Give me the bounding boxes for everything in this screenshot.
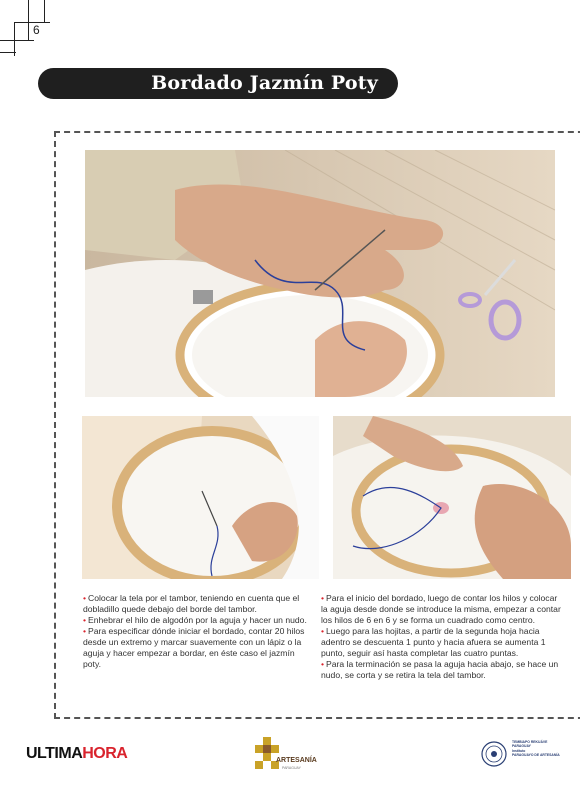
- instruction-item: • Para la terminación se pasa la aguja hacia abajo, se hace un nudo, se corta y se retira la tela del tambor.: [321, 659, 559, 680]
- photo-hoop-back: [82, 416, 319, 579]
- bullet-icon: •: [83, 615, 87, 625]
- title-banner: [38, 68, 398, 99]
- instruction-item: • Para el inicio del bordado, luego de contar los hilos y colocar la aguja desde donde se introduce la misma, empezar a contar los hilos de 6 en 6 y se forma un cuadrado como centro.: [321, 593, 561, 625]
- bullet-icon: •: [83, 626, 87, 636]
- instruction-item: • Colocar la tela por el tambor, teniendo en cuenta que el dobladillo quede debajo del borde del tambor.: [83, 593, 300, 614]
- page-title: Bordado Jazmín Poty: [151, 72, 378, 94]
- bullet-icon: •: [83, 593, 87, 603]
- instructions-left-column: [83, 593, 311, 670]
- page-number: 6: [33, 23, 40, 37]
- photo-threading-needle: [85, 150, 555, 397]
- government-text: TEMBIAPO REKUÁVE PARAGUAY Instituto PARAGUAYO DE ARTESANÍA: [512, 740, 560, 758]
- bullet-icon: •: [321, 626, 325, 636]
- bullet-icon: •: [321, 659, 325, 669]
- bullet-icon: •: [321, 593, 325, 603]
- artesania-sublabel: PARAGUAY: [282, 766, 301, 770]
- instruction-item: • Para especificar dónde iniciar el bordado, contar 20 hilos desde un extremo y marcar suavemente con un lápiz o la aguja y hacer empezar a bordar, en éste caso el jazmín poty.: [83, 626, 305, 669]
- artesania-label: ARTESANÍA: [276, 757, 317, 764]
- government-seal-icon: [481, 741, 507, 767]
- corner-grid-decoration: [0, 0, 50, 56]
- ultimahora-logo: ULTIMAHORA: [26, 745, 128, 762]
- instruction-item: • Luego para las hojitas, a partir de la segunda hoja hacia adentro se descuenta 1 punto y hacia afuera se aumenta 1 punto, seguir así hasta completar las cuatro puntas.: [321, 626, 546, 658]
- photo-embroidering: [333, 416, 571, 579]
- instructions-right-column: [321, 593, 561, 681]
- instruction-item: • Enhebrar el hilo de algodón por la aguja y hacer un nudo.: [83, 615, 307, 625]
